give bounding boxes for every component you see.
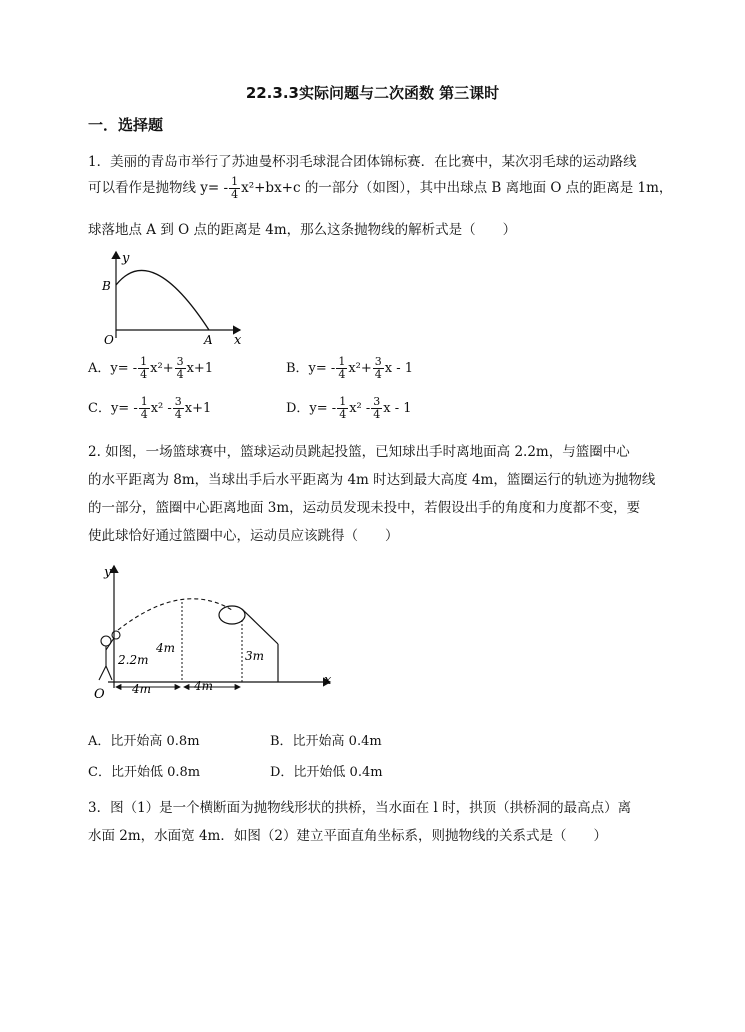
q1-parabola [116, 270, 209, 330]
frac-den: 4 [176, 368, 184, 381]
frac-den: 4 [338, 368, 346, 381]
q1-option-c-frac2 [173, 396, 184, 421]
q1-option-a-label: A．y= - [88, 361, 138, 376]
frac-num: 3 [374, 355, 382, 368]
q2-line-1: 2. 如图，一场篮球赛中，篮球运动员跳起投篮，已知球出手时离地面高 2.2m，与篮圈中心 [88, 444, 630, 460]
q1-option-b-mid: x²+ [348, 361, 372, 376]
frac-num: 3 [373, 395, 381, 408]
q1-option-b-label: B．y= - [286, 361, 336, 376]
q1-option-d-mid: x² - [349, 401, 371, 416]
q1-option-d-tail: x - 1 [383, 401, 412, 416]
q1-o-label: O [104, 333, 114, 347]
q1-line-1: 1．美丽的青岛市举行了苏迪曼杯羽毛球混合团体锦标赛．在比赛中，某次羽毛球的运动路线 [88, 154, 637, 170]
player-leg-icon [99, 666, 106, 680]
q2-line-4: 使此球恰好通过篮圈中心，运动员应该跳得（ ） [88, 528, 399, 544]
q2-height-start: 2.2m [118, 653, 149, 667]
q1-option-b-frac2 [373, 356, 384, 381]
q1-option-a-frac2 [175, 356, 186, 381]
q2-option-b: B．比开始高 0.4m [270, 734, 382, 749]
player-arm-icon [106, 638, 114, 650]
q1-y-label: y [122, 251, 130, 266]
q1-option-d-frac2 [371, 396, 382, 421]
hoop-icon [219, 606, 245, 624]
frac-num: 1 [140, 355, 148, 368]
q2-o-label: O [94, 687, 105, 702]
q1-option-c-label: C．y= - [88, 401, 138, 416]
q1-option-a [88, 356, 213, 381]
q1-option-c [88, 396, 211, 421]
frac-den: 4 [174, 408, 182, 421]
q1-option-a-mid: x²+ [150, 361, 174, 376]
q1-option-d-frac1 [337, 396, 348, 421]
frac-den: 4 [339, 408, 347, 421]
q1-option-a-frac1 [138, 356, 149, 381]
q1-option-b [286, 356, 413, 381]
q1-option-c-frac1 [139, 396, 150, 421]
frac-num: 1 [338, 355, 346, 368]
q2-line-3: 的一部分，篮圈中心距离地面 3m，运动员发现未投中，若假设出手的角度和力度都不变，要 [88, 500, 641, 516]
q1-x-label: x [234, 333, 242, 348]
q2-option-a: A．比开始高 0.8m [88, 734, 200, 749]
frac-num: 1 [140, 395, 148, 408]
frac-num: 1 [339, 395, 347, 408]
q2-trajectory [118, 599, 232, 630]
frac-den: 4 [140, 408, 148, 421]
q1-option-b-frac1 [336, 356, 347, 381]
q2-option-c: C．比开始低 0.8m [88, 765, 201, 780]
q2-height-peak: 4m [156, 641, 176, 655]
q1-fraction [229, 176, 240, 201]
q1-option-d-label: D．y= - [286, 401, 337, 416]
q1-option-b-tail: x - 1 [384, 361, 414, 376]
player-leg-icon [106, 666, 112, 680]
q2-figure [88, 562, 338, 702]
q1-option-a-tail: x+1 [186, 361, 214, 376]
frac-den: 4 [373, 408, 381, 421]
q2-y-label: y [104, 565, 112, 580]
q3-line-1: 3．图（1）是一个横断面为抛物线形状的拱桥，当水面在 l 时，拱顶（拱桥洞的最高点）离 [88, 800, 632, 816]
q2-line-2: 的水平距离为 8m，当球出手后水平距离为 4m 时达到最大高度 4m，篮圈运行的轨迹为抛物线 [88, 472, 656, 488]
q1-line-2-pre: 可以看作是抛物线 y= - [88, 180, 229, 196]
frac-den: 4 [140, 368, 148, 381]
q1-option-c-tail: x+1 [184, 401, 212, 416]
q1-line-2-post: x²+bx+c 的一部分（如图），其中出球点 B 离地面 O 点的距离是 1m， [241, 180, 673, 196]
hoop-arm [242, 609, 278, 644]
q1-figure [88, 248, 258, 348]
q1-b-label: B [102, 279, 111, 293]
section-heading: 一．选择题 [88, 116, 164, 134]
q2-option-d: D．比开始低 0.4m [270, 765, 383, 780]
q1-a-label: A [204, 333, 213, 347]
q1-option-d [286, 396, 412, 421]
page-title: 22.3.3实际问题与二次函数 第三课时 [245, 84, 500, 102]
q1-line-2 [88, 176, 672, 201]
q1-option-c-mid: x² - [150, 401, 172, 416]
q2-dist-1: 4m [132, 682, 152, 696]
frac-num: 3 [176, 355, 184, 368]
q2-dist-2: 4m [194, 679, 214, 693]
frac-den: 4 [374, 368, 382, 381]
q2-height-hoop: 3m [245, 649, 265, 663]
q1-frac-num: 1 [231, 175, 239, 188]
q1-line-3: 球落地点 A 到 O 点的距离是 4m，那么这条抛物线的解析式是（ ） [88, 222, 517, 238]
q2-x-label: x [324, 673, 332, 688]
frac-num: 3 [174, 395, 182, 408]
q1-frac-den: 4 [231, 188, 239, 201]
ball-icon [112, 631, 120, 639]
q3-line-2: 水面 2m，水面宽 4m．如图（2）建立平面直角坐标系，则抛物线的关系式是（ ） [88, 828, 607, 844]
